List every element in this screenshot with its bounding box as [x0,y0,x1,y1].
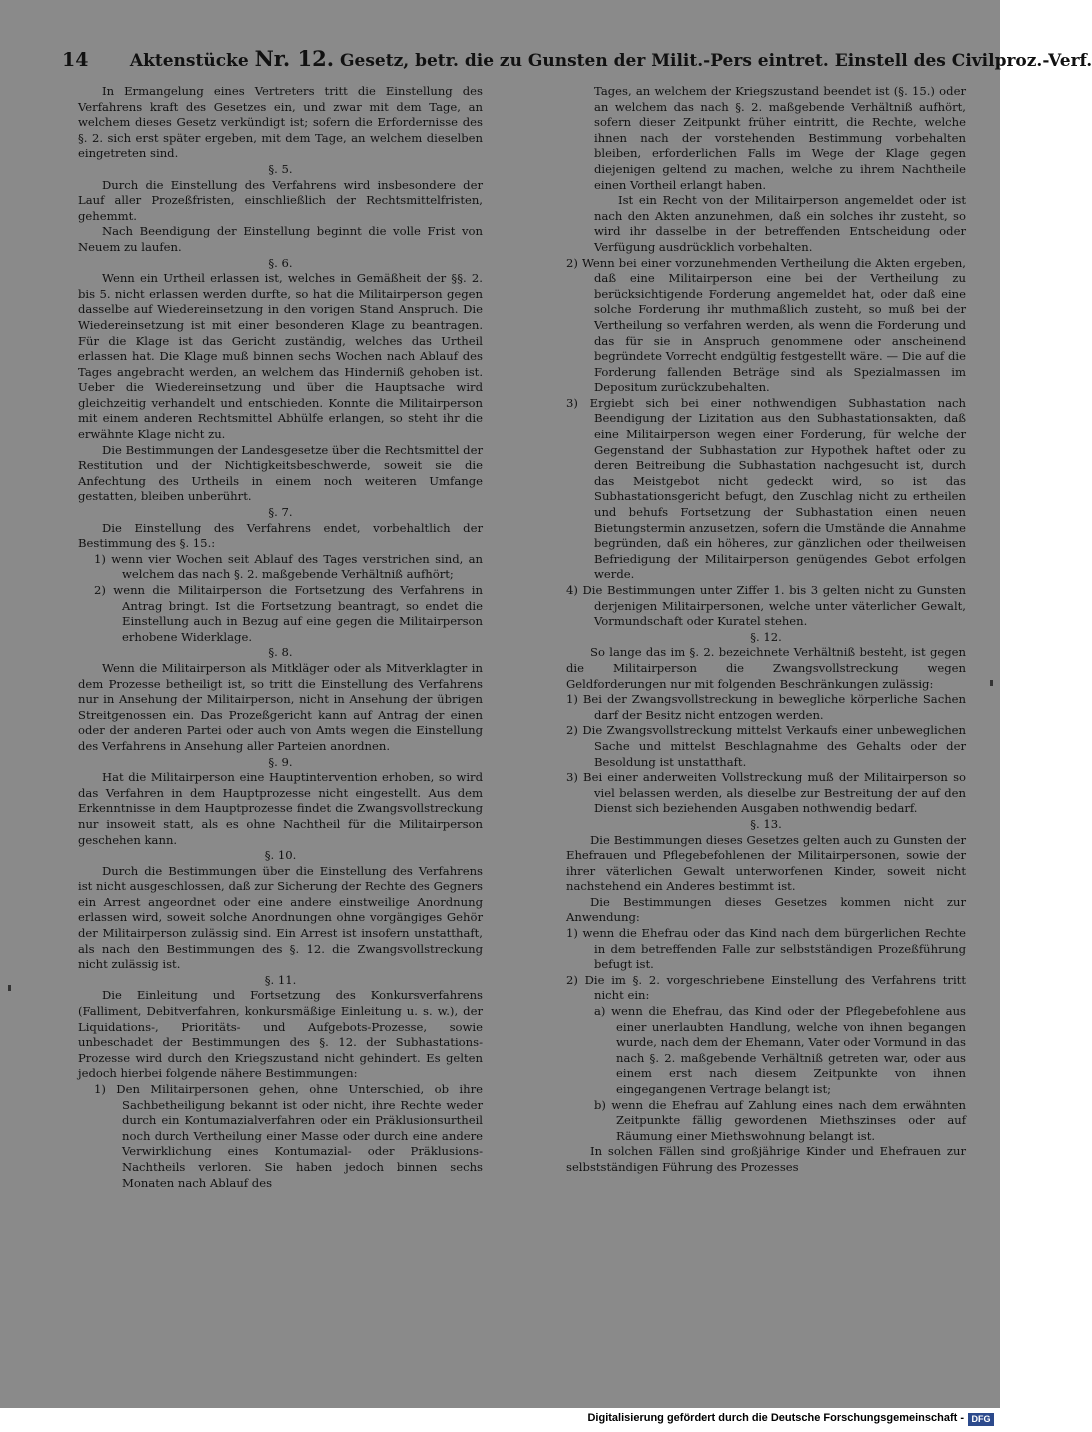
list-item: 2) wenn die Militairperson die Fortsetzung des Verfahrens in Antrag bringt. Ist die Fortsetzung beantragt, so endet die Einstellung auch in Bezug auf eine gegen die Militairperson erhobene Widerklage. [94,583,483,644]
paragraph: Die Bestimmungen dieses Gesetzes kommen nicht zur Anwendung: [566,894,966,925]
paragraph: Die Bestimmungen der Landesgesetze über die Rechtsmittel der Restitution und der Nichtigkeitsbeschwerde, soweit sie die Anfechtung des Urtheils in einem noch weiteren Umfange gestatten, bleiben unberührt. [78,442,483,504]
paragraph: In Ermangelung eines Vertreters tritt die Einstellung des Verfahrens kraft des Gesetzes ein, und zwar mit dem Tage, an welchem dieses Gesetz verkündigt ist; sofern die Erfordernisse des §. 2. sich erst später ergeben, mit dem Tage, an welchem dieselben eingetreten sind. [78,84,483,161]
section-heading: §. 8. [268,645,293,660]
section-heading: §. 7. [268,505,293,520]
section-heading: §. 11. [264,972,297,987]
section-heading: §. 12. [750,629,782,644]
sub-list-item: a) wenn die Ehefrau, das Kind oder der Pflegebefohlene aus einer unerlaubten Handlung, welche von ihnen begangen wurde, nach dem der Ehemann, Vater oder Vormund in das nach §. 2. maßgebende Verhältniß getreten war, oder aus einem erst nach diesem Zeitpunkte von ihnen eingegangenen Vertrage belangt ist; [594,1004,966,1096]
section-heading: §. 5. [268,161,293,176]
paragraph: Durch die Einstellung des Verfahrens wird insbesondere der Lauf aller Prozeßfristen, einschließlich der Rechtsmittelfristen, gehemmt. [78,177,483,223]
list-item: 1) Bei der Zwangsvollstreckung in bewegliche körperliche Sachen darf der Besitz nicht entzogen werden. [566,692,966,722]
paragraph: Nach Beendigung der Einstellung beginnt die volle Frist von Neuem zu laufen. [78,224,483,254]
paragraph: Die Einstellung des Verfahrens endet, vorbehaltlich der Bestimmung des §. 15.: [78,520,483,551]
right-column [566,84,966,1176]
paragraph: Die Einleitung und Fortsetzung des Konkursverfahrens (Falliment, Debitverfahren, konkursmäßige Einleitung u. s. w.), der Liquidations-, Prioritäts- und Aufgebots-Prozesse, sowie unbeschadet der Bestimmungen des §. 12. der Subhastations-Prozesse wird durch den Kriegszustand nicht gehindert. Es gelten jedoch hierbei folgende nähere Bestimmungen: [78,988,483,1081]
sub-list-item: b) wenn die Ehefrau auf Zahlung eines nach dem erwähnten Zeitpunkte fällig gewordenen Miethszinses oder auf Räumung einer Miethswohnung belangt ist. [594,1097,966,1143]
list-item: 2) Die im §. 2. vorgeschriebene Einstellung des Verfahrens tritt nicht ein: [566,972,966,1003]
footer-credit: Digitalisierung gefördert durch die Deutsche Forschungsgemeinschaft - [587,1412,964,1424]
paragraph: So lange das im §. 2. bezeichnete Verhältniß besteht, ist gegen die Militairperson die Zwangsvollstreckung wegen Geldforderungen nur mit folgenden Beschränkungen zulässig: [566,645,966,691]
header-prefix: Aktenstücke [129,51,249,71]
list-item: 2) Die Zwangsvollstreckung mittelst Verkaufs einer unbeweglichen Sache und mittelst Beschlagnahme des Gehalts oder der Besoldung ist unstatthaft. [566,723,966,769]
list-item: 1) wenn vier Wochen seit Ablauf des Tages verstrichen sind, an welchem das nach §. 2. maßgebende Verhältniß aufhört; [94,551,483,582]
section-heading: §. 6. [268,255,293,270]
paragraph: Ist ein Recht von der Militairperson angemeldet oder ist nach den Akten anzunehmen, daß ein solches ihr zusteht, so wird ihr dasselbe in der betreffenden Entscheidung oder Verfügung ausdrücklich vorbehalten. [594,193,966,254]
list-item: 3) Ergiebt sich bei einer nothwendigen Subhastation nach Beendigung der Lizitation aus den Subhastationsakten, daß eine Militairperson wegen einer Forderung, für welche der Gegenstand der Subhastation zur Hypothek haftet oder zu deren Beitreibung die Subhastation nachgesucht ist, durch das Meistgebot nicht gedeckt wird, so ist das Subhastationsgericht befugt, den Zuschlag nicht zu ertheilen und behufs Fortsetzung der Subhastation einen neuen Bietungstermin anzusetzen, sofern die Umstände die Annahme begründen, daß ein höheres, zur gänzlichen oder theilweisen Befriedigung der Militairperson genügendes Gebot erfolgen werde. [566,395,966,582]
page-number: 14 [62,49,89,71]
scan-mark [8,985,11,991]
section-heading: §. 9. [268,754,293,769]
paragraph: In solchen Fällen sind großjährige Kinder und Ehefrauen zur selbstständigen Führung des Prozesses [566,1144,966,1174]
list-item: 1) wenn die Ehefrau oder das Kind nach dem bürgerlichen Rechte in dem betreffenden Falle zur selbstständigen Prozeßführung befugt ist. [566,926,966,972]
footer-bar [0,1408,1000,1432]
dfg-logo-icon: DFG [968,1413,994,1426]
scan-mark [990,680,993,686]
section-heading: §. 10. [264,848,297,863]
list-item: 4) Die Bestimmungen unter Ziffer 1. bis 3 gelten nicht zu Gunsten derjenigen Militairpersonen, welche unter väterlicher Gewalt, Vormundschaft oder Kuratel stehen. [566,583,966,629]
paragraph: Wenn die Militairperson als Mitkläger oder als Mitverklagter in dem Prozesse betheiligt ist, so tritt die Einstellung des Verfahrens nur in Ansehung der Militairperson, nicht in Ansehung der übrigen Streitgenossen ein. Das Prozeßgericht kann auf Antrag der einen oder der anderen Partei oder auch von Amts wegen die Einstellung des Verfahrens in Ansehung aller Parteien anordnen. [78,660,483,753]
left-column [78,84,483,1191]
page-header [62,44,1092,74]
header-title: Gesetz, betr. die zu Gunsten der Milit.-Pers eintret. Einstell des Civilproz.-Verf. [340,51,1092,71]
paragraph: Tages, an welchem der Kriegszustand beendet ist (§. 15.) oder an welchem das nach §. 2. maßgebende Verhältniß aufhört, sofern dieser Zeitpunkt früher eintritt, die Rechte, welche ihnen nach der vorstehenden Bestimmung vorbehalten bleiben, erforderlichen Falls im Wege der Klage gegen diejenigen geltend zu machen, welche zu ihrem Nachtheile einen Vortheil erlangt haben. [594,84,966,192]
paragraph: Die Bestimmungen dieses Gesetzes gelten auch zu Gunsten der Ehefrauen und Pflegebefohlenen der Militairpersonen, sowie der ihrer väterlichen Gewalt unterworfenen Kinder, soweit nicht nachstehend ein Anderes bestimmt ist. [566,832,966,894]
paragraph: Durch die Bestimmungen über die Einstellung des Verfahrens ist nicht ausgeschlossen, daß zur Sicherung der Rechte des Gegners ein Arrest angeordnet oder eine andere einstweilige Anordnung erlassen wird, soweit solche Anordnungen ohne vorgängiges Gehör der Militairperson zulässig sind. Ein Arrest ist insofern unstatthaft, als nach den Bestimmungen des §. 12. die Zwangsvollstreckung nicht zulässig ist. [78,863,483,972]
list-item: 3) Bei einer anderweiten Vollstreckung muß der Militairperson so viel belassen werden, als dieselbe zur Bestreitung der auf den Dienst sich beziehenden Ausgaben nothwendig bedarf. [566,770,966,816]
list-item: 2) Wenn bei einer vorzunehmenden Vertheilung die Akten ergeben, daß eine Militairperson eine bei der Vertheilung zu berücksichtigende Forderung angemeldet hat, oder daß eine solche Forderung ihr muthmaßlich zusteht, so muß bei der Vertheilung so verfahren werden, als wenn die Forderung und das für sie in Anspruch genommene oder anscheinend begründete Vorrecht endgültig festgestellt wäre. — Die auf die Forderung fallenden Beträge sind als Spezialmassen im Depositum zurückzubehalten. [566,255,966,395]
paragraph: Hat die Militairperson eine Hauptintervention erhoben, so wird das Verfahren in dem Hauptprozesse nicht eingestellt. Aus dem Erkenntnisse in dem Hauptprozesse findet die Zwangsvollstreckung nur insoweit statt, als es ohne Nachtheil für die Militairperson geschehen kann. [78,770,483,847]
list-item: 1) Den Militairpersonen gehen, ohne Unterschied, ob ihre Sachbetheiligung bekannt ist oder nicht, ihre Rechte weder durch ein Kontumazialverfahren oder ein Präklusionsurtheil noch durch Vertheilung einer Masse oder durch eine andere Verwirklichung eines Kontumazial- oder Präklusions-Nachtheils verloren. Sie haben jedoch binnen sechs Monaten nach Ablauf des [94,1082,483,1190]
paragraph: Wenn ein Urtheil erlassen ist, welches in Gemäßheit der §§. 2. bis 5. nicht erlassen werden durfte, so hat die Militairperson gegen dasselbe auf Wiedereinsetzung in den vorigen Stand Anspruch. Die Wiedereinsetzung ist mit einer besonderen Klage zu beantragen. Für die Klage ist das Gericht zuständig, welches das Urtheil erlassen hat. Die Klage muß binnen sechs Wochen nach Ablauf des Tages angebracht werden, an welchem das Hinderniß gehoben ist. Ueber die Wiedereinsetzung und über die Hauptsache wird gleichzeitig verhandelt und entschieden. Konnte die Militairperson mit einem anderen Rechtsmittel Abhülfe erlangen, so steht ihr die erwähnte Klage nicht zu. [78,271,483,442]
document-number: Nr. 12. [254,46,335,71]
section-heading: §. 13. [750,816,782,831]
